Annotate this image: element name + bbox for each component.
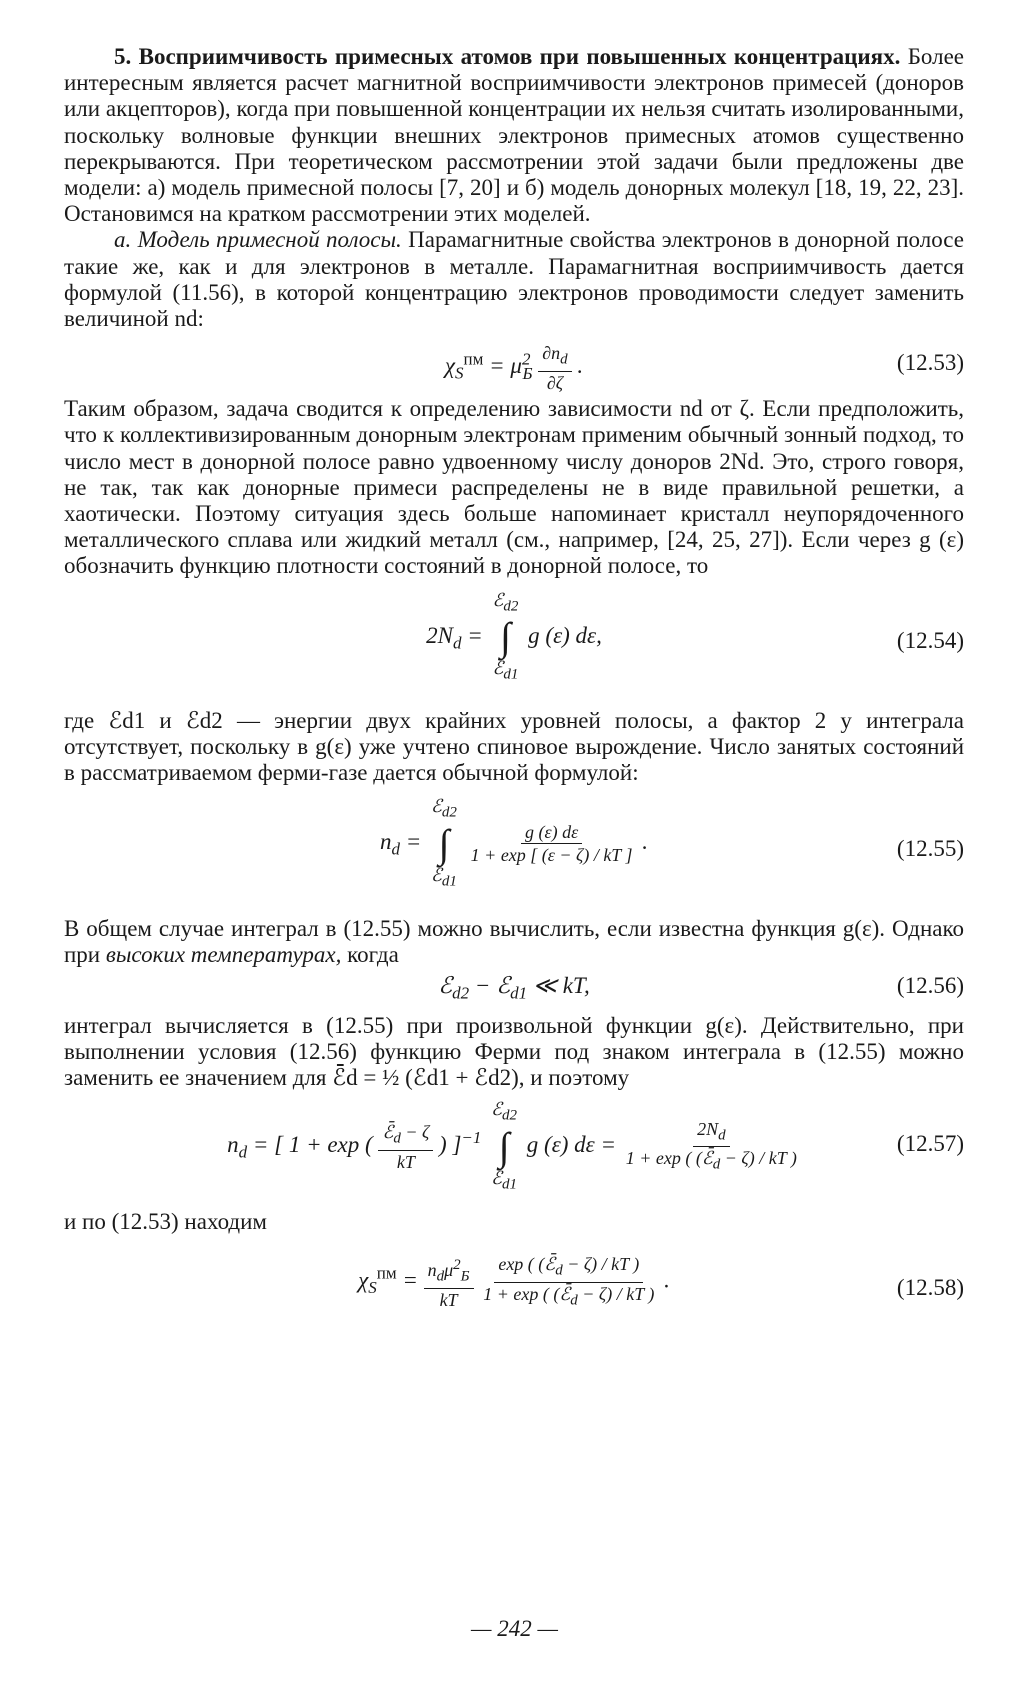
equation-12-55: $n_d$ = ℰ$_{d2}$ ∫ ℰ$_{d1}$ $\frac{g (\varepsilon) d\varepsilon}{1 + \exp [ (\varepsilon - \zeta) / kT ]}$ . (12.55) — [379, 796, 964, 890]
paragraph-2 — [64, 227, 964, 332]
equation-12-56: ℰ$_{d2}$ − ℰ$_{d1}$ ≪ kT, (12.56) — [438, 972, 964, 1003]
equation-12-53: $\chi_S^{пм} = \mu^2_Б$ $\frac{\partial n_d}{\partial\zeta}$ . (12.53) — [444, 343, 964, 393]
paragraph-6: интеграл вычисляется в (12.55) при произвольной функции g(ε). Действительно, при выполнении условия (12.56) функцию Ферми под знаком интеграла в (12.55) можно заменить ее значением для ℰ̄d = ½ (ℰd1 + ℰd2), и поэтому — [64, 1012, 964, 1091]
paragraph-2-text: Парамагнитные свойства электронов в донорной полосе такие же, как и для электронов в металле. Парамагнитная восприимчивость дается формулой (11.56), в которой концентрацию электронов проводимости следует заменить величиной nd: — [64, 227, 964, 332]
paragraph-1 — [64, 44, 964, 227]
equation-12-54: $2N_d$ = ℰ$_{d2}$ ∫ ℰ$_{d1}$ g (ε) dε, (12.54) — [426, 589, 964, 683]
paragraph-1-text: Более интересным является расчет магнитной восприимчивости электронов примесей (доноров или акцепторов), когда при повышенной концентрации их нельзя считать изолированными, поскольку волновые функции внешних электронов примесных атомов существенно перекрываются. При теоретическом рассмотрении этой задачи были предложены две модели: а) модель примесной полосы [7, 20] и б) модель донорных молекул [18, 19, 22, 23]. Остановимся на кратком рассмотрении этих моделей. — [64, 44, 965, 227]
page — [64, 44, 964, 1359]
paragraph-3: Таким образом, задача сводится к определению зависимости nd от ζ. Если предположить, что к коллективизированным донорным электронам применим обычный зонный подход, то число мест в донорной полосе равно удвоенному числу доноров 2Nd. Это, строго говоря, не так, так как донорные примеси распределены не в виде правильной решетки, а хаотически. Поэтому ситуация здесь больше напоминает кристалл неупорядоченного металлического сплава или жидкий металл (см., например, [24, 25, 27]). Если через g (ε) обозначить функцию плотности состояний в донорной полосе, то — [64, 396, 964, 579]
equation-number: (12.54) — [896, 627, 964, 653]
equation-12-57: $n_d$ = [ 1 + exp ( $\frac{ℰ̄_d - \zeta}{kT}$ ) ]$^{-1}$ ℰ$_{d2}$ ∫ ℰ$_{d1}$ g (ε) dε = $\frac{2N_d}{1 + \exp ( (ℰ̄_d - \zeta) / kT )}$ (12.57) — [227, 1099, 964, 1193]
subsection-heading: а. Модель примесной полосы. — [114, 227, 402, 253]
equation-number: (12.57) — [896, 1131, 964, 1157]
equation-number: (12.56) — [896, 972, 964, 998]
equation-number: (12.55) — [896, 836, 964, 862]
paragraph-7: и по (12.53) находим — [64, 1209, 267, 1235]
equation-number: (12.53) — [896, 350, 964, 376]
page-number: — 242 — — [471, 1616, 558, 1641]
equation-number: (12.58) — [896, 1275, 964, 1301]
paragraph-4: где ℰd1 и ℰd2 — энергии двух крайних уровней полосы, а фактор 2 у интеграла отсутствует, поскольку в g(ε) уже учтено спиновое вырождение. Число занятых состояний в рассматриваемом ферми-газе дается обычной формулой: — [64, 707, 964, 786]
equation-12-58: $\chi_S^{пм}$ = $\frac{n_d\mu^2_Б}{kT}$ $\frac{\exp ( (ℰ̄_d - \zeta) / kT )}{1 + \exp ( (ℰ̄_d - \zeta) / kT )}$ . (12.58) — [358, 1254, 964, 1310]
paragraph-5: В общем случае интеграл в (12.55) можно вычислить, если известна функция g(ε). Однако при высоких температурах, когда — [64, 916, 964, 968]
section-heading: 5. Восприимчивость примесных атомов при повышенных концентрациях. — [114, 44, 901, 69]
